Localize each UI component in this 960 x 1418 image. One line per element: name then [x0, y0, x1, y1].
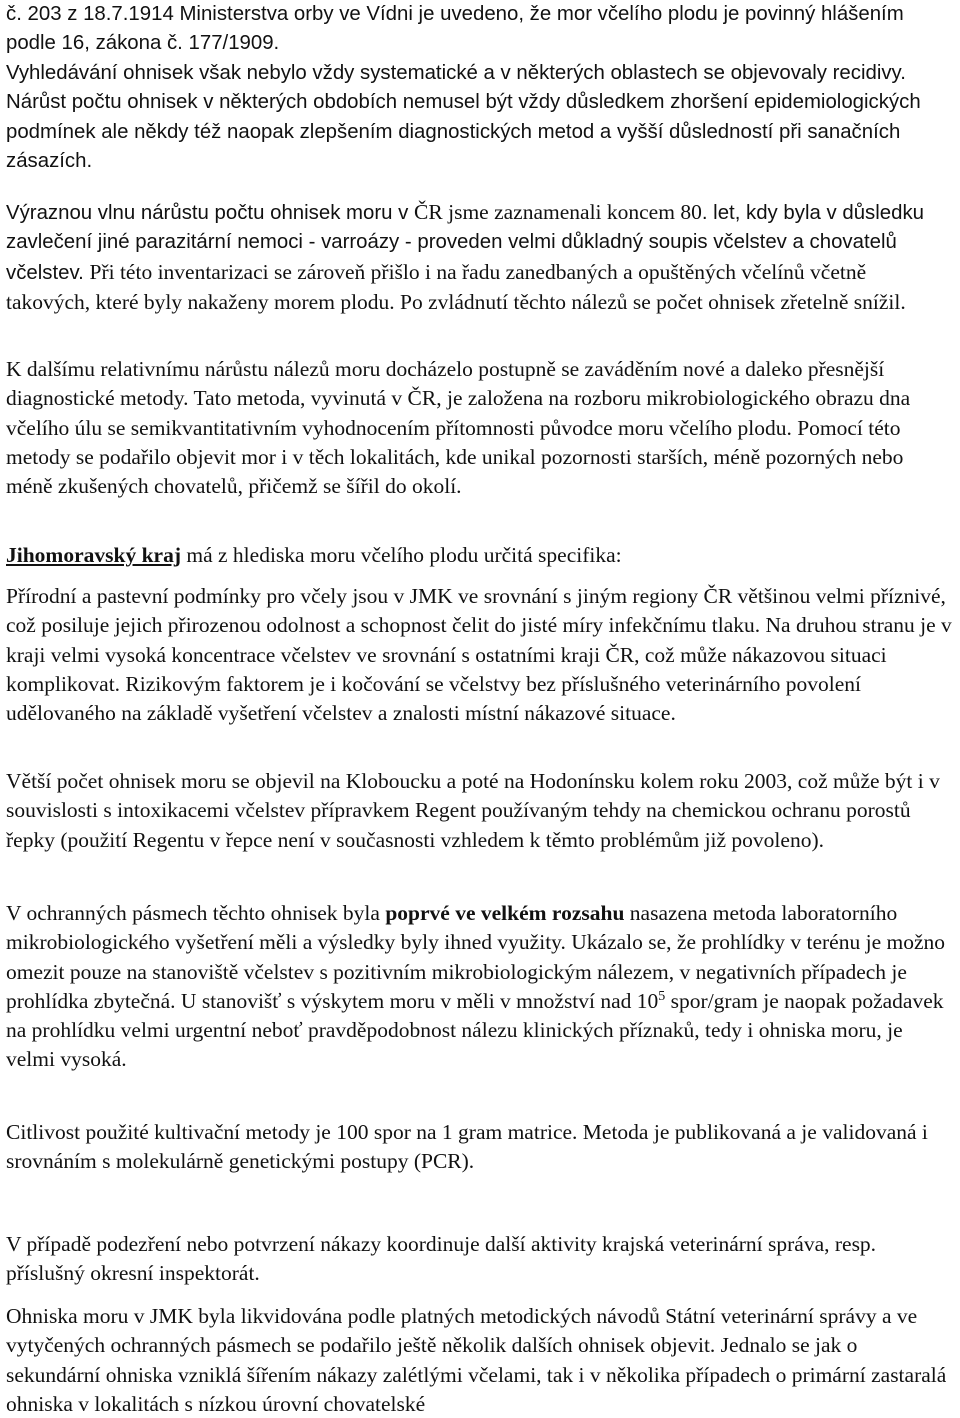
paragraph-80s-wave-text-a: Výraznou vlnu nárůstu počtu ohnisek moru v: [6, 202, 415, 224]
paragraph-search-recidivism-text: Vyhledávání ohnisek však nebylo vždy systematické a v některých oblastech se objevovaly recidivy. Nárůst počtu ohnisek v některých obdobích nemusel být vždy důsledkem zhoršení epidemiologických podmínek ale někdy též naopak zlepšením diagnostických metod a vyšší důsledností při sanačních zásazích.: [6, 62, 921, 172]
paragraph-decree-text: č. 203 z 18.7.1914 Ministerstva orby ve Vídni je uvedeno, že mor včelího plodu je povinný hlášením podle 16, zákona č. 177/1909.: [6, 3, 904, 55]
paragraph-suspicion: [6, 1230, 954, 1289]
paragraph-outbreak-liquidation-text: Ohniska moru v JMK byla likvidována podle platných metodických návodů Státní veterinární správy a ve vytyčených ochranných pásmech se podařilo ještě několik dalších ohnisek objevit. Jednalo se jak o sekundární ohniska vzniklá šířením nákazy zalétlými včelami, tak i v několika případech o primární zastaralá ohniska v lokalitách s nízkou úrovní chovatelské: [6, 1304, 947, 1416]
paragraph-outbreak-liquidation: [6, 1302, 954, 1418]
paragraph-80s-wave-text-c: . let, kdy byla v důsledku zavlečení jiné parazitární nemoci - varroázy - proveden velmi důkladný soupis včelstev a chovatelů včelstev.: [6, 202, 924, 284]
paragraph-80s-wave: [6, 198, 954, 318]
paragraph-suspicion-text: V případě podezření nebo potvrzení nákazy koordinuje další aktivity krajská veterinární správa, resp. příslušný okresní inspektorát.: [6, 1232, 877, 1286]
paragraph-protection-zones-text-b: nasazena metoda laboratorního mikrobiologického vyšetření měli a výsledky byly ihned využity. Ukázalo se, že prohlídky v terénu je možno omezit pouze na stanoviště včelstev s pozitivním mikrobiologickým nálezem, v negativních případech je prohlídka zbytečná. U stanovišť s výskytem moru v měli v množství nad 10: [6, 901, 945, 1013]
paragraph-decree: [6, 0, 954, 59]
paragraph-protection-zones: [6, 899, 954, 1075]
paragraph-80s-wave-text-d: Při této inventarizaci se zároveň přišlo i na řadu zanedbaných a opuštěných včelínů včetně takových, které byly nakaženy morem plodu. Po zvládnutí těchto nálezů se počet ohnisek zřetelně snížil.: [6, 259, 906, 314]
paragraph-protection-zones-text-c: spor/gram je naopak požadavek na prohlídku velmi urgentní neboť pravděpodobnost nálezu klinických příznaků, tedy i ohniska moru, je velmi vysoká.: [6, 988, 944, 1072]
paragraph-protection-zones-emphasis: poprvé ve velkém rozsahu: [385, 901, 625, 925]
region-heading-rest: má z hlediska moru včelího plodu určitá specifika:: [181, 543, 622, 567]
paragraph-natural-conditions-text: Přírodní a pastevní podmínky pro včely jsou v JMK ve srovnání s jiným regiony ČR většinou velmi příznivé, což posiluje jejich přirozenou odolnost a schopnost čelit do jisté míry infekčnímu tlaku. Na druhou stranu je v kraji velmi vysoká koncentrace včelstev ve srovnání s ostatními kraji ČR, což může nákazovou situaci komplikovat. Rizikovým faktorem je i kočování se včelstvy bez příslušného veterinárního povolení udělovaného na základě vyšetření včelstev a znalosti místní nákazové situace.: [6, 584, 952, 726]
paragraph-80s-wave-text-b: ČR jsme zaznamenali koncem 80: [414, 200, 702, 224]
region-name: Jihomoravský kraj: [6, 543, 181, 567]
paragraph-method-sensitivity-text: Citlivost použité kultivační metody je 100 spor na 1 gram matrice. Metoda je publikovaná a je validovaná i srovnáním s molekulárně genetickými postupy (PCR).: [6, 1120, 928, 1174]
paragraph-region-heading: [6, 541, 954, 570]
paragraph-klobouky-outbreak-text: Větší počet ohnisek moru se objevil na Kloboucku a poté na Hodonínsku kolem roku 2003, což může být i v souvislosti s intoxikacemi včelstev přípravkem Regent používaným tehdy na chemickou ochranu porostů řepky (použití Regentu v řepce není v současnosti vzhledem k těmto problémům již povoleno).: [6, 769, 940, 852]
paragraph-klobouky-outbreak: [6, 767, 954, 855]
exponent-superscript: 5: [658, 988, 666, 1004]
paragraph-search-recidivism: [6, 59, 954, 176]
paragraph-diagnostic-method: [6, 355, 954, 501]
paragraph-natural-conditions: [6, 582, 954, 728]
paragraph-method-sensitivity: [6, 1118, 954, 1177]
paragraph-protection-zones-text-a: V ochranných pásmech těchto ohnisek byla: [6, 901, 386, 925]
paragraph-diagnostic-method-text: K dalšímu relativnímu nárůstu nálezů moru docházelo postupně se zaváděním nové a daleko přesnější diagnostické metody. Tato metoda, vyvinutá v ČR, je založena na rozboru mikrobiologického obrazu dna včelího úlu se semikvantitativním vyhodnocením přítomnosti původce moru včelího plodu. Pomocí této metody se podařilo objevit mor i v těch lokalitách, kde unikal pozornosti starších, méně pozorných nebo méně zkušených chovatelů, přičemž se šířil do okolí.: [6, 357, 911, 499]
